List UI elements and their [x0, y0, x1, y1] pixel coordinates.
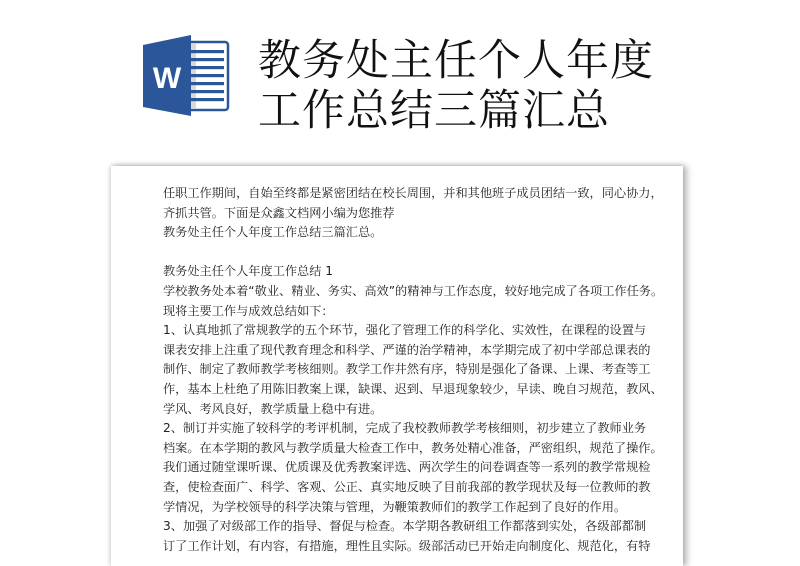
- doc-line: 齐抓共管。下面是众鑫文档网小编为您推荐: [163, 205, 395, 220]
- doc-line: 任职工作期间，自始至终都是紧密团结在校长周围，并和其他班子成员团结一致，同心协力，: [163, 186, 663, 200]
- header-banner: [0, 0, 800, 150]
- doc-line: 学风、考风良好，教学质量上稳中有进。: [163, 401, 383, 416]
- doc-line: 制作、制定了教师教学考核细则。教学工作井然有序，特别是强化了备课、上课、考查等工: [163, 362, 651, 377]
- doc-line: 我们通过随堂课听课、优质课及优秀教案评选、两次学生的问卷调查等一系列的教学常规检: [163, 460, 651, 475]
- doc-line: 现将主要工作与成效总结如下：: [163, 303, 334, 318]
- page-title: [258, 36, 654, 136]
- blank-line: [163, 243, 653, 263]
- svg-text:W: W: [152, 62, 182, 95]
- section-heading: 教务处主任个人年度工作总结 1: [163, 264, 334, 279]
- doc-line: 作，基本上杜绝了用陈旧教案上课，缺课、迟到、早退现象较少，早读、晚自习规范，教风、: [163, 381, 663, 396]
- document-page: [111, 166, 683, 566]
- doc-line: 学校教务处本着“敬业、精业、务实、高效”的精神与工作态度，较好地完成了各项工作任务。: [163, 283, 664, 298]
- doc-line: 课表安排上注重了现代教育理念和科学、严谨的治学精神，本学期完成了初中学部总课表的: [163, 342, 651, 357]
- doc-line: 学情况，为学校领导的科学决策与管理，为鞭策教师们的教学工作起到了良好的作用。: [163, 499, 627, 514]
- word-document-icon: [142, 33, 230, 118]
- doc-line: 查，使检查面广、科学、客观、公正、真实地反映了目前我部的教学现状及每一位教师的教: [163, 479, 651, 494]
- doc-line: 教务处主任个人年度工作总结三篇汇总。: [163, 225, 383, 240]
- doc-line: 3、加强了对级部工作的指导、督促与检查。本学期各教研组工作都落到实处，各级部都制: [163, 519, 647, 534]
- doc-line: 2、制订并实施了较科学的考评机制，完成了我校教师教学考核细则，初步建立了教师业务: [163, 421, 647, 436]
- document-body: [163, 184, 664, 556]
- doc-line: 档案。在本学期的教风与教学质量大检查工作中，教务处精心准备，严密组织，规范了操作。: [163, 440, 663, 455]
- doc-line: 订了工作计划，有内容，有措施，理性且实际。级部活动已开始走向制度化、规范化，有特: [163, 538, 651, 553]
- title-line-1: 教务处主任个人年度: [258, 36, 654, 86]
- title-line-2: 工作总结三篇汇总: [258, 86, 610, 136]
- doc-line: 1、认真地抓了常规教学的五个环节，强化了管理工作的科学化、实效性，在课程的设置与: [163, 323, 647, 338]
